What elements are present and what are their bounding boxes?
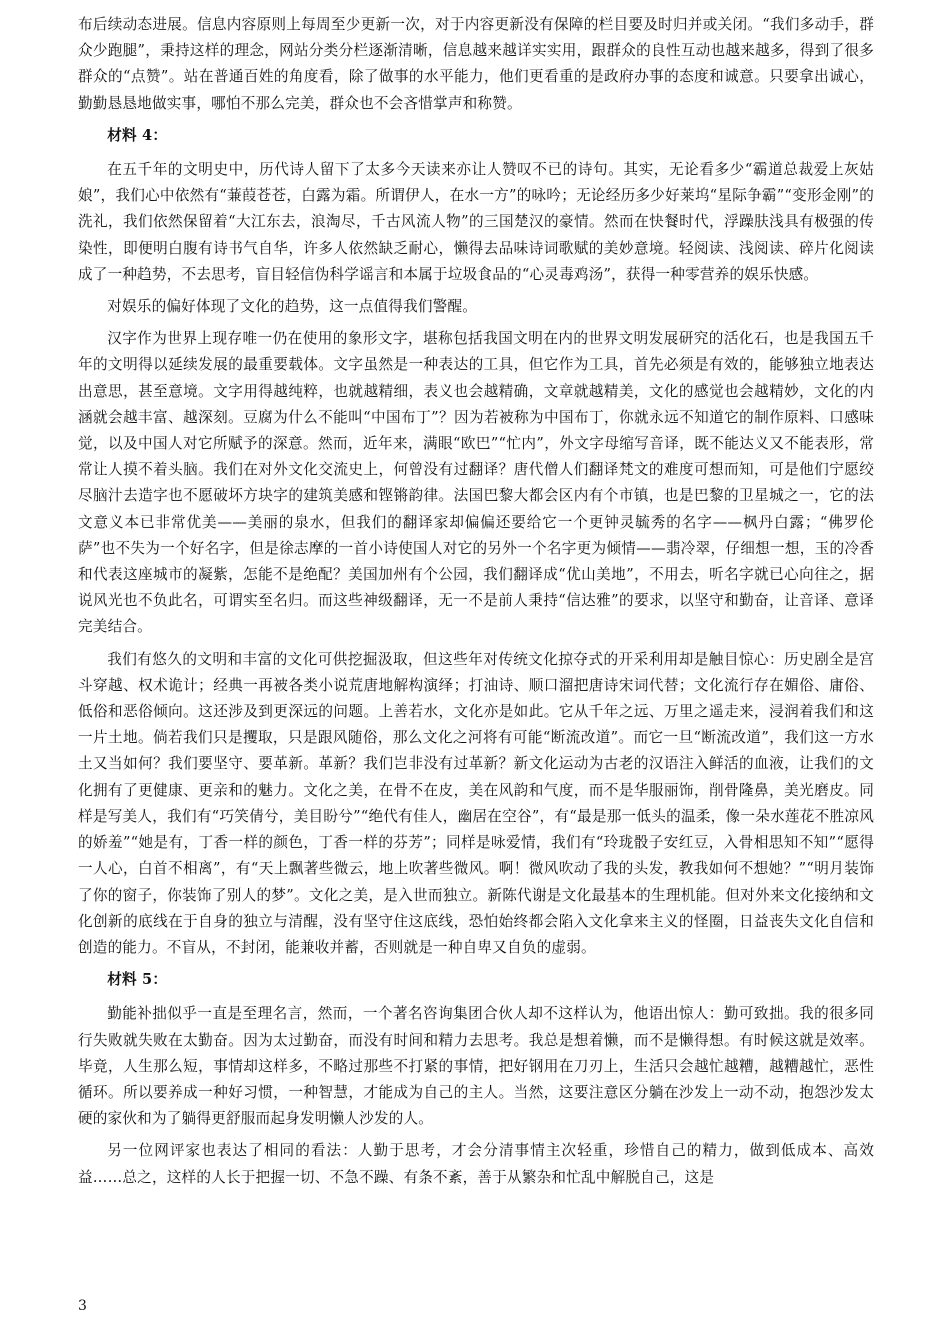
- intro-paragraph: 布后续动态进展。信息内容原则上每周至少更新一次，对于内容更新没有保障的栏目要及时归并或关闭。“我们多动手，群众少跑腿”，秉持这样的理念，网站分类分栏逐渐清晰，信息越来越详实实用，跟群众的良性互动也越来越多，得到了很多群众的“点赞”。站在普通百姓的角度看，除了做事的水平能力，他们更看重的是政府办事的态度和诚意。只要拿出诚心，勤勤恳恳地做实事，哪怕不那么完美，群众也不会吝惜掌声和称赞。: [78, 16, 874, 112]
- material-4-paragraph-3: 汉字作为世界上现存唯一仍在使用的象形文字，堪称包括我国文明在内的世界文明发展研究的活化石，也是我国五千年的文明得以延续发展的最重要载体。文字虽然是一种表达的工具，但它作为工具，首先必须是有效的，能够独立地表达出意思，甚至意境。文字用得越纯粹，也就越精细，表义也会越精确，文章就越精美，文化的感觉也会越精妙，文化的内涵就会越丰富、越深刻。豆腐为什么不能叫“中国布丁”？因为若被称为中国布丁，你就永远不知道它的制作原料、口感味觉，以及中国人对它所赋予的深意。然而，近年来，满眼“欧巴”“忙内”，外文字母缩写音译，既不能达义又不能表形，常常让人摸不着头脑。我们在对外文化交流史上，何曾没有过翻译？唐代僧人们翻译梵文的难度可想而知，可是他们宁愿绞尽脑汁去造字也不愿破坏方块字的建筑美感和铿锵韵律。法国巴黎大都会区内有个市镇，也是巴黎的卫星城之一，它的法文意义本已非常优美——美丽的泉水，但我们的翻译家却偏偏还要给它一个更钟灵毓秀的名字——枫丹白露；“佛罗伦萨”也不失为一个好名字，但是徐志摩的一首小诗使国人对它的另外一个名字更为倾情——翡冷翠，仔细想一想，玉的冷香和代表这座城市的凝紫，怎能不是绝配？美国加州有个公园，我们翻译成“优山美地”，不用去，听名字就已心向往之，据说风光也不负此名，可谓实至名归。而这些神级翻译，无一不是前人秉持“信达雅”的要求，以坚守和勤奋，让音译、意译完美结合。: [78, 330, 874, 636]
- material-5-paragraph-2: 另一位网评家也表达了相同的看法：人勤于思考，才会分清事情主次轻重，珍惜自己的精力，做到低成本、高效益……总之，这样的人长于把握一切、不急不躁、有条不紊，善于从繁杂和忙乱中解脱自己，这是: [78, 1142, 874, 1186]
- material-4-paragraph-2: 对娱乐的偏好体现了文化的趋势，这一点值得我们警醒。: [107, 298, 478, 316]
- material-4-heading: 材料 4：: [107, 126, 168, 144]
- material-5-paragraph-1: 勤能补拙似乎一直是至理名言，然而，一个著名咨询集团合伙人却不这样认为，他语出惊人：勤可致拙。我的很多同行失败就失败在太勤奋。因为太过勤奋，而没有时间和精力去思考。我总是想着懒，而不是懒得想。有时候这就是效率。毕竟，人生那么短，事情却这样多，不略过那些不打紧的事情，把好钢用在刀刃上，生活只会越忙越糟，越糟越忙，恶性循环。所以要养成一种好习惯，一种智慧，才能成为自己的主人。当然，这要注意区分躺在沙发上一动不动，抱怨沙发太硬的家伙和为了躺得更舒服而起身发明懒人沙发的人。: [78, 1005, 874, 1128]
- material-5-heading: 材料 5：: [107, 971, 168, 989]
- page-number: 3: [78, 1298, 87, 1314]
- material-4-paragraph-4: 我们有悠久的文明和丰富的文化可供挖掘汲取，但这些年对传统文化掠夺式的开采利用却是触目惊心：历史剧全是宫斗穿越、权术诡计；经典一再被各类小说荒唐地解构演绎；打油诗、顺口溜把唐诗宋词代替；文化流行存在媚俗、庸俗、低俗和恶俗倾向。这还涉及到更深远的问题。上善若水，文化亦是如此。它从千年之远、万里之遥走来，浸润着我们和这一片土地。倘若我们只是攫取，只是跟风随俗，那么文化之河将有可能“断流改道”。而它一旦“断流改道”，我们这一方水土又当如何？我们要坚守、要革新。革新？我们岂非没有过革新？新文化运动为古老的汉语注入鲜活的血液，让我们的文化拥有了更健康、更亲和的魅力。文化之美，在骨不在皮，美在风韵和气度，而不是华服丽饰，削骨隆鼻，美光磨皮。同样是写美人，我们有“巧笑倩兮，美目盼兮”“绝代有佳人，幽居在空谷”，有“最是那一低头的温柔，像一朵水莲花不胜凉风的娇羞”“她是有，丁香一样的颜色，丁香一样的芬芳”；同样是咏爱情，我们有“玲珑骰子安红豆，入骨相思知不知”“愿得一人心，白首不相离”，有“天上飘著些微云，地上吹著些微风。啊！微风吹动了我的头发，教我如何不想她？”“明月装饰了你的窗子，你装饰了别人的梦”。文化之美，是入世而独立。新陈代谢是文化最基本的生理机能。但对外来文化接纳和文化创新的底线在于自身的独立与清醒，没有坚守住这底线，恐怕始终都会陷入文化拿来主义的怪圈，日益丧失文化自信和创造的能力。不盲从，不封闭，能兼收并蓄，否则就是一种自卑又自负的虚弱。: [78, 650, 874, 956]
- document-page: [78, 12, 874, 1197]
- material-4-paragraph-1: 在五千年的文明史中，历代诗人留下了太多今天读来亦让人赞叹不已的诗句。其实，无论看多少“霸道总裁爱上灰姑娘”，我们心中依然有“蒹葭苍苍，白露为霜。所谓伊人，在水一方”的咏吟；无论经历多少好莱坞“星际争霸”“变形金刚”的洗礼，我们依然保留着“大江东去，浪淘尽，千古风流人物”的三国楚汉的豪情。然而在快餐时代，浮躁肤浅具有极强的传染性，即便明白腹有诗书气自华，许多人依然缺乏耐心，懒得去品味诗词歌赋的美妙意境。轻阅读、浅阅读、碎片化阅读成了一种趋势，不去思考，盲目轻信伪科学谣言和本属于垃圾食品的“心灵毒鸡汤”，获得一种零营养的娱乐快感。: [78, 161, 874, 283]
